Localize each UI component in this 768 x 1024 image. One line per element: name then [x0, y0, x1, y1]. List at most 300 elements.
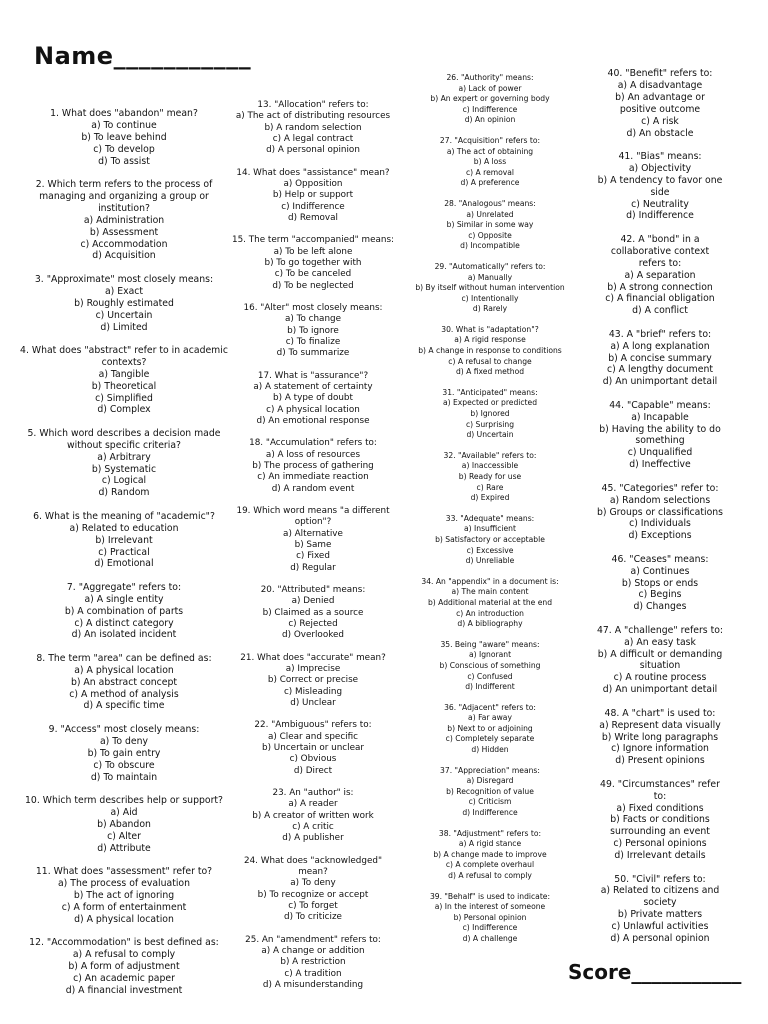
answer-option: b) Claimed as a source: [262, 607, 364, 618]
answer-option: d) An unimportant detail: [602, 684, 718, 696]
answer-option: a) Imprecise: [285, 663, 341, 674]
answer-option: b) A type of doubt: [273, 393, 353, 404]
answer-option: b) Having the ability to do something: [599, 423, 721, 447]
answer-option: a) Lack of power: [458, 83, 522, 93]
question-text: 18. "Accumulation" refers to:: [249, 438, 377, 449]
answer-option: c) Indifference: [462, 104, 518, 114]
answer-option: d) Present opinions: [615, 755, 705, 767]
answer-option: c) A legal contract: [272, 133, 354, 144]
question-text: 30. What is "adaptation"?: [441, 324, 539, 334]
answer-option: a) A statement of certainty: [253, 381, 373, 392]
answer-option: d) A personal opinion: [610, 933, 710, 945]
answer-option: d) An unimportant detail: [602, 376, 718, 388]
answer-option: d) Uncertain: [466, 430, 514, 440]
answer-option: b) Ignored: [470, 409, 510, 419]
answer-option: c) Criticism: [468, 797, 512, 807]
name-field-label: Name___________: [34, 42, 252, 70]
answer-option: b) A tendency to favor one side: [597, 174, 723, 198]
question-block: [228, 506, 398, 574]
answer-option: a) The process of evaluation: [57, 877, 191, 889]
answer-option: c) To finalize: [285, 336, 341, 347]
answer-option: a) Incapable: [631, 411, 689, 423]
answer-option: d) A specific time: [83, 700, 165, 712]
question-block: [596, 708, 724, 768]
answer-option: c) Individuals: [629, 518, 691, 530]
question-block: [228, 168, 398, 224]
question-text: 6. What is the meaning of "academic"?: [33, 510, 215, 522]
answer-option: c) Begins: [638, 589, 682, 601]
question-block: [596, 554, 724, 614]
answer-option: a) Aid: [110, 806, 138, 818]
answer-option: b) To go together with: [264, 257, 362, 268]
answer-option: c) Surprising: [465, 419, 515, 429]
answer-option: a) To deny: [290, 878, 336, 889]
answer-option: a) A physical location: [74, 664, 174, 676]
answer-option: c) To forget: [288, 900, 338, 911]
question-text: 31. "Anticipated" means:: [442, 387, 538, 397]
question-text: 11. What does "assessment" refer to?: [35, 865, 213, 877]
answer-option: b) Irrelevant: [95, 534, 153, 546]
answer-option: c) Fixed: [296, 551, 330, 562]
answer-option: d) Indifference: [462, 808, 518, 818]
question-text: 4. What does "abstract" refer to in academic contexts?: [20, 344, 228, 368]
question-text: 7. "Aggregate" refers to:: [66, 581, 182, 593]
question-block: [228, 438, 398, 494]
answer-option: c) Opposite: [468, 230, 512, 240]
question-text: 29. "Automatically" refers to:: [434, 261, 546, 271]
question-text: 23. An "author" is:: [272, 788, 354, 799]
answer-option: d) A challenge: [462, 933, 518, 943]
answer-option: c) A critic: [292, 821, 334, 832]
answer-option: d) Attribute: [97, 842, 151, 854]
answer-option: b) A restriction: [280, 957, 346, 968]
question-text: 46. "Ceases" means:: [611, 553, 709, 565]
answer-option: b) Similar in some way: [446, 220, 534, 230]
answer-option: a) An easy task: [624, 636, 696, 648]
answer-option: c) Indifference: [281, 201, 345, 212]
answer-option: a) The act of distributing resources: [235, 111, 391, 122]
answer-option: b) Ready for use: [458, 472, 522, 481]
answer-option: d) Acquisition: [92, 250, 156, 262]
answer-option: c) A refusal to change: [448, 356, 532, 366]
answer-option: d) Expired: [470, 493, 510, 503]
question-block: [400, 136, 580, 189]
answer-option: b) Personal opinion: [453, 912, 527, 922]
answer-option: d) Unclear: [290, 697, 336, 708]
question-text: 36. "Adjacent" refers to:: [444, 702, 536, 712]
question-text: 22. "Ambiguous" refers to:: [254, 720, 372, 731]
question-block: [18, 937, 230, 997]
score-field-label: Score___________: [568, 960, 742, 984]
answer-option: b) The process of gathering: [252, 460, 374, 471]
question-block: [400, 514, 580, 567]
question-text: 21. What does "accurate" mean?: [240, 652, 386, 663]
answer-option: b) An advantage or positive outcome: [615, 91, 705, 115]
question-block: [596, 625, 724, 696]
answer-option: b) A change made to improve: [433, 849, 547, 859]
answer-option: c) A complete overhaul: [445, 860, 535, 870]
answer-option: a) A loss of resources: [265, 449, 361, 460]
answer-option: d) Unreliable: [465, 556, 515, 566]
question-block: [400, 640, 580, 693]
answer-option: c) Intentionally: [461, 293, 519, 303]
question-block: [596, 329, 724, 389]
answer-option: a) To continue: [91, 119, 157, 131]
answer-option: a) Administration: [83, 214, 165, 226]
answer-option: b) Theoretical: [91, 380, 157, 392]
question-text: 1. What does "abandon" mean?: [50, 108, 198, 119]
answer-option: a) Far away: [468, 713, 512, 723]
question-block: [228, 720, 398, 776]
question-text: 26. "Authority" means:: [446, 73, 534, 82]
question-text: 45. "Categories" refer to:: [601, 482, 719, 494]
answer-option: d) Overlooked: [282, 630, 344, 641]
answer-option: d) A fixed method: [455, 367, 525, 377]
question-text: 19. Which word means "a different option"?: [236, 506, 390, 528]
question-block: [228, 100, 398, 156]
question-column-1: [18, 108, 230, 1008]
answer-option: c) A distinct category: [74, 617, 174, 629]
answer-option: b) By itself without human intervention: [415, 283, 565, 293]
answer-option: c) Simplified: [95, 392, 153, 404]
answer-option: d) Limited: [100, 321, 148, 333]
answer-option: d) A personal opinion: [266, 145, 360, 156]
answer-option: b) Same: [294, 539, 332, 550]
answer-option: d) To maintain: [90, 771, 158, 783]
answer-option: d) Changes: [633, 601, 687, 613]
answer-option: d) An emotional response: [256, 415, 370, 426]
answer-option: a) Represent data visually: [599, 719, 721, 731]
question-text: 40. "Benefit" refers to:: [607, 68, 713, 79]
question-block: [400, 73, 580, 126]
question-block: [596, 874, 724, 945]
answer-option: d) Removal: [288, 212, 338, 223]
answer-option: a) To be left alone: [273, 246, 353, 257]
answer-option: b) A change in response to conditions: [418, 346, 562, 356]
answer-option: b) Roughly estimated: [74, 297, 174, 309]
question-text: 15. The term "accompanied" means:: [231, 235, 395, 246]
answer-option: c) Obvious: [289, 754, 337, 765]
answer-option: b) A creator of written work: [252, 810, 374, 821]
question-text: 14. What does "assistance" mean?: [236, 167, 390, 178]
question-block: [228, 585, 398, 641]
answer-option: c) A routine process: [613, 672, 707, 684]
answer-option: a) Expected or predicted: [442, 398, 538, 408]
answer-option: a) A rigid stance: [458, 839, 522, 849]
question-text: 47. A "challenge" refers to:: [596, 624, 724, 636]
answer-option: b) To ignore: [287, 325, 339, 336]
answer-option: d) To assist: [98, 155, 150, 167]
answer-option: b) Satisfactory or acceptable: [435, 534, 545, 544]
answer-option: d) A conflict: [632, 305, 688, 317]
question-column-3: [400, 73, 580, 955]
answer-option: a) Tangible: [98, 368, 150, 380]
answer-option: d) To be neglected: [272, 280, 354, 291]
question-text: 28. "Analogous" means:: [444, 198, 536, 208]
question-block: [228, 653, 398, 709]
answer-option: a) Related to citizens and society: [600, 885, 720, 909]
answer-option: c) An introduction: [456, 608, 524, 618]
answer-option: a) Exact: [104, 285, 144, 297]
answer-option: b) To recognize or accept: [257, 889, 369, 900]
question-block: [400, 703, 580, 756]
question-text: 16. "Alter" most closely means:: [243, 303, 383, 314]
answer-option: d) A preference: [460, 178, 520, 188]
answer-option: a) A rigid response: [454, 335, 526, 345]
answer-option: b) Assessment: [89, 226, 159, 238]
answer-option: d) Regular: [290, 562, 336, 573]
question-block: [596, 234, 724, 317]
question-block: [228, 235, 398, 291]
question-text: 12. "Accommodation" is best defined as:: [29, 936, 219, 948]
question-text: 42. A "bond" in a collaborative context refers to:: [610, 233, 710, 269]
answer-option: a) A refusal to comply: [72, 948, 176, 960]
answer-option: a) Fixed conditions: [616, 802, 704, 814]
question-block: [228, 935, 398, 991]
question-block: [18, 274, 230, 334]
question-text: 24. What does "acknowledged" mean?: [243, 855, 383, 877]
question-column-2: [228, 100, 398, 1002]
answer-option: a) To change: [284, 314, 342, 325]
answer-option: d) Incompatible: [460, 241, 520, 251]
answer-option: c) To be canceled: [274, 269, 352, 280]
answer-option: a) A reader: [288, 799, 338, 810]
question-text: 41. "Bias" means:: [618, 150, 702, 162]
answer-option: c) A removal: [465, 167, 515, 177]
answer-option: d) An isolated incident: [71, 629, 177, 641]
answer-option: d) An opinion: [464, 115, 516, 125]
answer-option: d) Indifferent: [465, 682, 515, 692]
question-text: 5. Which word describes a decision made without specific criteria?: [27, 427, 221, 451]
answer-option: a) Objectivity: [628, 162, 692, 174]
answer-option: d) Hidden: [471, 745, 509, 755]
answer-option: c) A risk: [641, 115, 679, 127]
answer-option: d) A publisher: [282, 833, 344, 844]
question-text: 38. "Adjustment" refers to:: [438, 828, 542, 838]
answer-option: d) A misunderstanding: [262, 979, 364, 990]
answer-option: d) A random event: [271, 483, 355, 494]
answer-option: a) Unrelated: [466, 209, 514, 219]
answer-option: c) Rejected: [288, 618, 338, 629]
answer-option: d) To summarize: [276, 348, 350, 359]
answer-option: d) Direct: [293, 765, 333, 776]
answer-option: c) Uncertain: [95, 309, 153, 321]
answer-option: c) Accommodation: [80, 238, 168, 250]
question-block: [400, 388, 580, 441]
question-block: [18, 653, 230, 713]
answer-option: a) Disregard: [466, 776, 514, 786]
answer-option: b) Additional material at the end: [427, 597, 553, 607]
answer-option: c) A tradition: [284, 968, 342, 979]
answer-option: a) Random selections: [609, 494, 711, 506]
question-block: [18, 795, 230, 855]
answer-option: b) A combination of parts: [64, 605, 184, 617]
answer-option: d) A financial investment: [65, 984, 183, 996]
answer-option: d) To criticize: [284, 912, 342, 923]
answer-option: b) Write long paragraphs: [601, 731, 719, 743]
answer-option: a) Insufficient: [464, 524, 516, 534]
answer-option: c) A method of analysis: [69, 688, 179, 700]
answer-option: a) A disadvantage: [617, 79, 703, 91]
question-block: [18, 345, 230, 416]
question-text: 27. "Acquisition" refers to:: [439, 135, 541, 145]
answer-option: c) To develop: [93, 143, 155, 155]
question-block: [18, 428, 230, 499]
question-text: 43. A "brief" refers to:: [608, 328, 712, 340]
answer-option: c) A financial obligation: [605, 293, 715, 305]
question-block: [400, 262, 580, 315]
question-text: 3. "Approximate" most closely means:: [34, 273, 214, 285]
answer-option: a) A separation: [624, 269, 696, 281]
answer-option: b) A strong connection: [607, 281, 713, 293]
answer-option: d) Random: [98, 487, 150, 499]
question-block: [18, 866, 230, 926]
question-block: [18, 511, 230, 571]
question-block: [400, 829, 580, 882]
answer-option: a) In the interest of someone: [434, 902, 546, 912]
answer-option: b) Next to or adjoining: [447, 723, 533, 733]
answer-option: b) Uncertain or unclear: [262, 742, 364, 753]
question-text: 9. "Access" most closely means:: [48, 723, 200, 735]
answer-option: a) Denied: [291, 596, 335, 607]
question-text: 48. A "chart" is used to:: [604, 707, 716, 719]
question-text: 17. What is "assurance"?: [257, 370, 369, 381]
question-block: [596, 483, 724, 543]
answer-option: b) An abstract concept: [70, 676, 178, 688]
question-block: [400, 577, 580, 630]
answer-option: c) Ignore information: [611, 743, 709, 755]
answer-option: c) A lengthy document: [606, 364, 713, 376]
answer-option: b) A form of adjustment: [68, 960, 180, 972]
answer-option: c) A physical location: [266, 404, 360, 415]
question-block: [18, 582, 230, 642]
answer-option: b) To leave behind: [81, 131, 167, 143]
question-block: [596, 400, 724, 471]
answer-option: a) A long explanation: [610, 340, 710, 352]
answer-option: a) The act of obtaining: [446, 146, 534, 156]
answer-option: d) Rarely: [472, 304, 508, 314]
question-block: [596, 68, 724, 139]
answer-option: c) An academic paper: [73, 972, 175, 984]
answer-option: a) Continues: [630, 565, 690, 577]
answer-option: b) A loss: [473, 157, 507, 167]
answer-option: d) Exceptions: [628, 530, 692, 542]
answer-option: b) Conscious of something: [439, 660, 541, 670]
answer-option: c) A form of entertainment: [61, 901, 187, 913]
answer-option: b) Systematic: [91, 463, 157, 475]
answer-option: a) Alternative: [283, 528, 343, 539]
answer-option: a) A change or addition: [261, 945, 365, 956]
question-block: [400, 892, 580, 945]
answer-option: b) Facts or conditions surrounding an event: [610, 814, 710, 838]
answer-option: b) An expert or governing body: [430, 94, 550, 104]
answer-option: c) Neutrality: [631, 198, 689, 210]
answer-option: b) Correct or precise: [267, 675, 359, 686]
question-block: [400, 451, 580, 504]
answer-option: b) Private matters: [617, 909, 703, 921]
answer-option: a) Ignorant: [468, 650, 512, 660]
answer-option: c) An immediate reaction: [257, 472, 369, 483]
answer-option: a) Arbitrary: [97, 451, 151, 463]
answer-option: a) Related to education: [69, 522, 179, 534]
answer-option: d) A bibliography: [457, 619, 523, 629]
answer-option: c) Excessive: [466, 545, 514, 555]
question-text: 33. "Adequate" means:: [445, 513, 535, 523]
answer-option: b) A concise summary: [608, 352, 712, 364]
question-block: [228, 303, 398, 359]
answer-option: b) A difficult or demanding situation: [597, 648, 723, 672]
answer-option: c) Misleading: [283, 686, 343, 697]
question-text: 25. An "amendment" refers to:: [245, 934, 381, 945]
answer-option: d) An obstacle: [626, 127, 694, 139]
question-block: [228, 788, 398, 844]
question-text: 50. "Civil" refers to:: [614, 873, 706, 885]
answer-option: b) A random selection: [264, 122, 362, 133]
answer-option: b) The act of ignoring: [73, 889, 175, 901]
answer-option: a) To deny: [99, 735, 149, 747]
question-text: 44. "Capable" means:: [609, 399, 711, 411]
answer-option: b) Groups or classifications: [596, 506, 724, 518]
answer-option: d) Emotional: [94, 558, 154, 570]
answer-option: c) Rare: [476, 482, 504, 492]
question-block: [596, 779, 724, 862]
question-text: 10. Which term describes help or support?: [25, 794, 223, 806]
question-block: [228, 371, 398, 427]
answer-option: d) Complex: [97, 404, 151, 416]
answer-option: a) Inaccessible: [461, 461, 519, 471]
question-text: 8. The term "area" can be defined as:: [36, 652, 212, 664]
question-text: 2. Which term refers to the process of managing and organizing a group or institution?: [35, 179, 213, 214]
answer-option: a) Manually: [467, 272, 513, 282]
answer-option: a) The main content: [451, 587, 529, 597]
answer-option: c) Practical: [98, 546, 150, 558]
answer-option: c) Completely separate: [445, 734, 535, 744]
answer-option: b) Abandon: [97, 818, 151, 830]
answer-option: d) A physical location: [74, 913, 174, 925]
question-text: 20. "Attributed" means:: [260, 585, 366, 595]
answer-option: c) Logical: [101, 475, 147, 487]
answer-option: d) Ineffective: [629, 459, 691, 471]
answer-option: c) Alter: [107, 830, 141, 842]
answer-option: b) Stops or ends: [621, 577, 699, 589]
question-block: [18, 724, 230, 784]
question-block: [18, 108, 230, 168]
question-block: [400, 325, 580, 378]
answer-option: c) Confused: [467, 671, 513, 681]
question-text: 32. "Available" refers to:: [443, 450, 537, 460]
answer-option: d) A refusal to comply: [448, 871, 532, 880]
answer-option: c) Indifference: [462, 923, 518, 933]
question-text: 34. An "appendix" in a document is:: [421, 576, 559, 586]
answer-option: a) Clear and specific: [267, 731, 358, 742]
question-block: [228, 856, 398, 924]
question-block: [596, 151, 724, 222]
answer-option: a) A single entity: [84, 593, 164, 605]
answer-option: b) Help or support: [272, 190, 354, 201]
question-text: 35. Being "aware" means:: [440, 639, 540, 649]
answer-option: d) Indifference: [626, 210, 694, 222]
question-block: [18, 179, 230, 262]
answer-option: a) Opposition: [283, 178, 343, 189]
answer-option: c) Unqualified: [627, 447, 693, 459]
question-block: [400, 199, 580, 252]
question-column-4: [596, 68, 724, 957]
answer-option: c) To obscure: [93, 759, 155, 771]
answer-option: d) Irrelevant details: [614, 850, 706, 862]
answer-option: b) Recognition of value: [446, 786, 534, 796]
question-text: 13. "Allocation" refers to:: [257, 100, 369, 110]
answer-option: b) To gain entry: [87, 747, 161, 759]
